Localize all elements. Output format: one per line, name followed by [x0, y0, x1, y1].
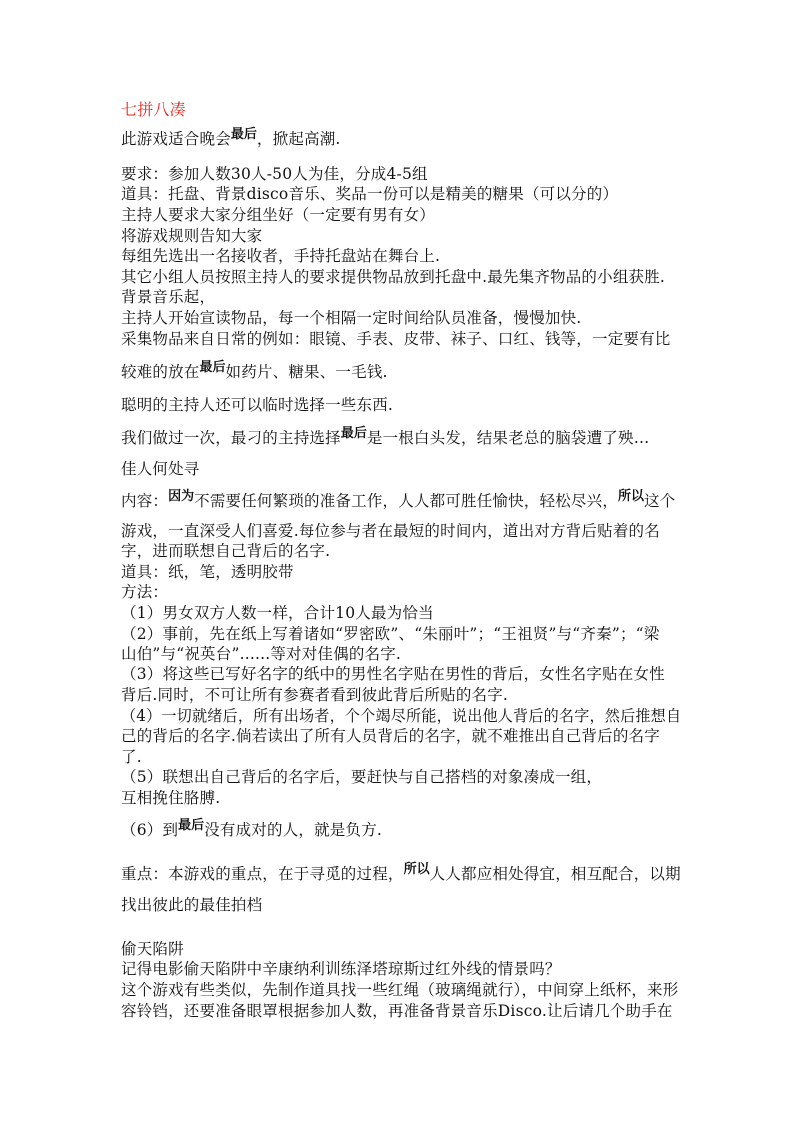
- text-line: [121, 624, 659, 644]
- text-run: 字，进而联想自己背后的名字.: [121, 542, 331, 560]
- text-run: 较难的放在: [121, 363, 200, 381]
- text-line: [121, 521, 660, 541]
- text-run: 采集物品来自日常的例如：眼镜、手表、皮带、袜子、口红、钱等，一定要有比: [121, 330, 671, 348]
- text-run: 背景音乐起，: [121, 288, 216, 306]
- text-run: 人人都应相处得宜，相互配合，以期: [429, 865, 681, 883]
- text-run: 主持人要求大家分组坐好（一定要有男有女）: [121, 206, 436, 224]
- text-run: （4）一切就绪后，所有出场者，个个竭尽所能，说出他人背后的名字，然后推想自: [121, 707, 682, 725]
- text-run: 佳人何处寻: [121, 460, 200, 478]
- text-run: 背后.同时，不可让所有参赛者看到彼此背后所贴的名字.: [121, 686, 509, 704]
- text-run: （1）男女双方人数一样，合计10人最为恰当: [121, 604, 434, 622]
- text-line: [121, 226, 262, 246]
- text-line: [121, 980, 678, 1000]
- text-line: [121, 129, 341, 151]
- text-run: 是一根白头发，结果老总的脑袋遭了殃…: [366, 429, 650, 447]
- text-line: [121, 767, 602, 787]
- text-line: [121, 164, 428, 184]
- text-run: （3）将这些已写好名字的纸中的男性名字贴在男性的背后，女性名字贴在女性: [121, 665, 665, 683]
- text-run: 方法：: [121, 583, 169, 601]
- handwritten-word: 因为: [168, 489, 195, 504]
- text-run: 此游戏适合晚会: [121, 130, 231, 148]
- text-run: 找出彼此的最佳拍档: [121, 896, 263, 914]
- text-line: [121, 491, 675, 513]
- text-run: 每组先选出一名接收者，手持托盘站在舞台上.: [121, 247, 441, 265]
- section-title-toutianxianjing: [121, 939, 184, 959]
- title-text: 七拼八凑: [121, 100, 186, 119]
- text-line: [121, 820, 382, 842]
- text-run: 己的背后的名字.倘若读出了所有人员背后的名字，就不难推出自己背后的名字: [121, 727, 660, 745]
- handwritten-word: 所以: [403, 862, 430, 877]
- text-run: 要求：参加人数30人-50人为佳，分成4-5组: [121, 165, 428, 183]
- text-run: 聪明的主持人还可以临时选择一些东西.: [121, 396, 394, 414]
- text-run: 内容：: [121, 492, 169, 510]
- text-run: 其它小组人员按照主持人的要求提供物品放到托盘中.最先集齐物品的小组获胜.: [121, 268, 666, 286]
- text-run: 没有成对的人，就是负方.: [204, 821, 383, 839]
- text-run: 记得电影偷天陷阱中辛康纳利训练泽塔琼斯过红外线的情景吗？: [121, 960, 561, 978]
- text-line: [121, 726, 660, 746]
- text-line: [121, 246, 440, 266]
- text-run: 道具：托盘、背景disco音乐、奖品一份可以是精美的糖果（可以分的）: [121, 185, 619, 203]
- text-run: 容铃铛，还要准备眼罩根据参加人数，再准备背景音乐Disco.让后请几个助手在: [121, 1002, 673, 1020]
- text-run: 游戏，一直深受人们喜爱.每位参与者在最短的时间内，道出对方背后贴着的名: [121, 522, 660, 540]
- text-run: （5）联想出自己背后的名字后，要赶快与自己搭档的对象凑成一组，: [121, 768, 603, 786]
- text-line: [121, 664, 665, 684]
- text-line: [121, 362, 388, 384]
- text-line: [121, 287, 215, 307]
- section-title-jiarenhechuxun: [121, 459, 200, 479]
- text-run: 道具：纸，笔，透明胶带: [121, 563, 294, 581]
- text-run: 将游戏规则告知大家: [121, 227, 263, 245]
- section-title-qipinbacou: [121, 100, 186, 120]
- text-line: [121, 562, 294, 582]
- handwritten-word: 最后: [199, 360, 226, 375]
- text-line: [121, 1001, 673, 1021]
- text-line: [121, 864, 681, 886]
- handwritten-word: 最后: [340, 426, 367, 441]
- text-line: [121, 959, 561, 979]
- text-run: 不需要任何繁琐的准备工作，人人都可胜任愉快，轻松尽兴，: [194, 492, 619, 510]
- handwritten-word: 所以: [618, 489, 645, 504]
- text-line: [121, 329, 671, 349]
- text-line: [121, 788, 220, 808]
- text-run: 这个游戏有些类似，先制作道具找一些红绳（玻璃绳就行），中间穿上纸杯，来形: [121, 981, 679, 999]
- text-line: [121, 428, 649, 450]
- text-line: [121, 184, 618, 204]
- text-line: [121, 685, 508, 705]
- text-line: [121, 582, 168, 602]
- text-line: [121, 895, 262, 915]
- text-run: ，掀起高潮.: [256, 130, 341, 148]
- text-run: （6）到: [121, 821, 179, 839]
- text-run: 山伯”与“祝英台”......等对对佳偶的名字.: [121, 645, 402, 663]
- text-run: 我们做过一次，最刁的主持选择: [121, 429, 341, 447]
- text-run: 如药片、糖果、一毛钱.: [225, 363, 388, 381]
- handwritten-word: 最后: [230, 127, 257, 142]
- handwritten-word: 最后: [178, 818, 205, 833]
- text-line: [121, 644, 401, 664]
- text-run: （2）事前，先在纸上写着诸如“罗密欧”、“朱丽叶”；“王祖贤”与“齐秦”；“梁: [121, 625, 660, 643]
- text-line: [121, 205, 435, 225]
- text-run: 重点：本游戏的重点，在于寻觅的过程，: [121, 865, 404, 883]
- text-line: [121, 747, 142, 767]
- text-line: [121, 603, 434, 623]
- text-line: [121, 267, 665, 287]
- text-run: 偷天陷阱: [121, 940, 184, 958]
- text-line: [121, 395, 393, 415]
- text-line: [121, 308, 581, 328]
- text-run: 了.: [121, 748, 142, 766]
- text-run: 这个: [644, 492, 676, 510]
- text-line: [121, 706, 681, 726]
- text-line: [121, 541, 330, 561]
- text-run: 主持人开始宣读物品，每一个相隔一定时间给队员准备，慢慢加快.: [121, 309, 582, 327]
- text-run: 互相挽住胳膊.: [121, 789, 221, 807]
